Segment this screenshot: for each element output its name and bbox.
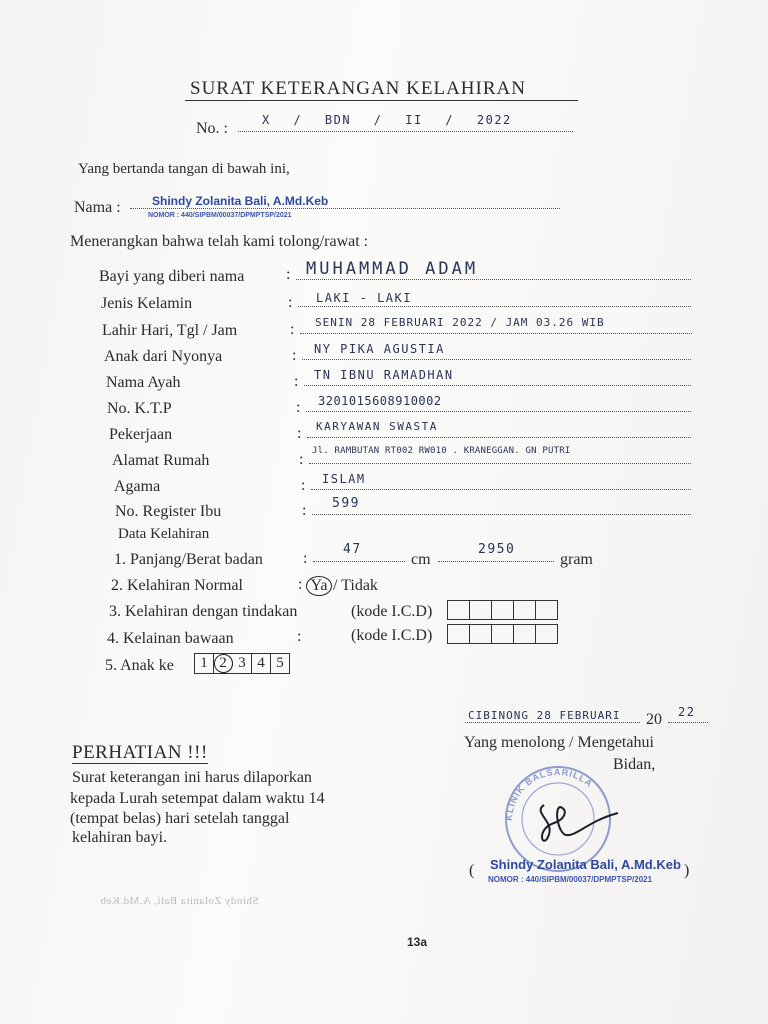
kode-icd-label: (kode I.C.D) (351, 603, 433, 620)
perhatian-line: Surat keterangan ini harus dilaporkan (72, 769, 312, 786)
field-colon: : (294, 373, 299, 390)
icd-box (514, 601, 536, 619)
svg-text:KLINIK BALSARILLA (504, 767, 595, 821)
nomor-label: No. : (196, 120, 228, 137)
panjang-berat-colon: : (303, 550, 308, 567)
icd-box (536, 601, 557, 619)
nomor-value: X / BDN / II / 2022 (262, 113, 512, 127)
anak-ke-option-4: 4 (252, 654, 271, 673)
perhatian-line: (tempat belas) hari setelah tanggal (70, 810, 290, 827)
anak-ke-option-5: 5 (276, 655, 284, 671)
field-colon: : (290, 321, 295, 338)
penolong-line1: Yang menolong / Mengetahui (464, 734, 654, 751)
anak-ke-label: 5. Anak ke (105, 657, 174, 674)
place-dotted-line (465, 722, 640, 723)
year-dotted-line (668, 722, 708, 723)
field-dotted-line (309, 463, 691, 464)
anak-ke-option-3: 3 (233, 654, 252, 673)
icd-box (470, 625, 492, 643)
field-dotted-line (298, 306, 691, 307)
kelainan-bawaan-colon: : (297, 628, 302, 645)
field-label-pekerjaan: Pekerjaan (109, 426, 173, 443)
field-colon: : (299, 451, 304, 468)
field-dotted-line (302, 359, 691, 360)
perhatian-heading-text: PERHATIAN !!! (72, 742, 208, 763)
sign-close-paren: ) (684, 862, 690, 879)
field-dotted-line (300, 333, 692, 334)
field-label-register: No. Register Ibu (115, 503, 222, 520)
field-colon: : (286, 266, 291, 283)
field-value-ayah: TN IBNU RAMADHAN (314, 368, 454, 382)
bleed-through-text: Shindy Zolanita Bali, A.Md.Keb (100, 895, 259, 907)
field-colon: : (301, 477, 306, 494)
nama-stamp-name: Shindy Zolanita Bali, A.Md.Keb (152, 194, 329, 208)
intro-text: Yang bertanda tangan di bawah ini, (78, 161, 290, 177)
icd-code-boxes (447, 624, 558, 644)
field-label-bayi: Bayi yang diberi nama (99, 268, 245, 285)
kelahiran-tindakan-label: 3. Kelahiran dengan tindakan (109, 603, 298, 620)
icd-box (514, 625, 536, 643)
perhatian-line: kelahiran bayi. (72, 829, 168, 846)
field-value-bayi: MUHAMMAD ADAM (306, 259, 479, 279)
menerangkan-text: Menerangkan bahwa telah kami tolong/rawat : (70, 233, 369, 250)
field-colon: : (288, 294, 293, 311)
data-kelahiran-heading: Data Kelahiran (118, 526, 210, 542)
icd-code-boxes (447, 600, 558, 620)
kelainan-bawaan-label: 4. Kelainan bawaan (107, 630, 234, 647)
field-label-ktp: No. K.T.P (107, 400, 172, 417)
icd-box (492, 625, 514, 643)
anak-ke-option-2-circled: 2 (214, 654, 233, 673)
sign-stamp-name: Shindy Zolanita Bali, A.Md.Keb (490, 857, 681, 872)
field-label-ayah: Nama Ayah (106, 374, 181, 391)
field-value-ktp: 3201015608910002 (318, 394, 442, 408)
field-colon: : (297, 425, 302, 442)
stamp-round-text: KLINIK BALSARILLA (503, 766, 595, 822)
kelahiran-normal-colon: : (298, 576, 303, 593)
kode-icd-label: (kode I.C.D) (351, 627, 433, 644)
gram-unit: gram (560, 551, 593, 568)
field-dotted-line (304, 385, 691, 386)
year-suffix: 22 (678, 705, 696, 719)
panjang-dotted-line (313, 561, 405, 562)
ya-option-circled: Ya (306, 576, 332, 596)
field-label-jenis-kelamin: Jenis Kelamin (101, 295, 193, 312)
field-value-nyonya: NY PIKA AGUSTIA (314, 342, 445, 356)
nomor-dotted-line (238, 131, 573, 132)
field-label-lahir: Lahir Hari, Tgl / Jam (102, 322, 238, 339)
field-dotted-line (306, 411, 691, 412)
anak-ke-option-1: 1 (195, 654, 214, 673)
panjang-value: 47 (343, 542, 362, 557)
page-number: 13a (407, 935, 428, 949)
document-title: SURAT KETERANGAN KELAHIRAN (190, 78, 526, 99)
field-value-agama: ISLAM (322, 472, 366, 486)
field-value-alamat: Jl. RAMBUTAN RT002 RW010 . KRANEGGAN. GN PUTRI (312, 446, 571, 456)
field-colon: : (302, 502, 307, 519)
berat-value: 2950 (478, 542, 516, 557)
perhatian-line: kepada Lurah setempat dalam waktu 14 (70, 790, 325, 807)
title-underline (185, 100, 578, 101)
field-value-pekerjaan: KARYAWAN SWASTA (316, 420, 438, 433)
anak-ke-options (194, 653, 290, 674)
icd-box (448, 601, 470, 619)
field-value-lahir: SENIN 28 FEBRUARI 2022 / JAM 03.26 WIB (315, 316, 605, 329)
sign-open-paren: ( (469, 862, 475, 879)
nama-dotted-line (130, 208, 560, 209)
panjang-berat-label: 1. Panjang/Berat badan (114, 551, 263, 568)
field-dotted-line (307, 437, 691, 438)
berat-dotted-line (438, 561, 554, 562)
nama-stamp-nomor: NOMOR : 440/SIPBM/00037/DPMPTSP/2021 (148, 212, 292, 219)
field-dotted-line (311, 489, 691, 490)
tidak-option: / Tidak (333, 577, 378, 594)
cm-unit: cm (411, 551, 431, 568)
field-value-jenis-kelamin: LAKI - LAKI (316, 291, 412, 305)
field-label-nyonya: Anak dari Nyonya (104, 348, 223, 365)
perhatian-heading (72, 742, 208, 764)
field-dotted-line (312, 514, 691, 515)
kelahiran-normal-label: 2. Kelahiran Normal (111, 577, 243, 594)
year-prefix: 20 (646, 711, 662, 728)
field-value-register: 599 (332, 496, 360, 511)
nama-label: Nama : (74, 199, 121, 216)
icd-box (470, 601, 492, 619)
field-colon: : (292, 347, 297, 364)
field-label-alamat: Alamat Rumah (112, 452, 210, 469)
icd-box (536, 625, 557, 643)
field-colon: : (296, 399, 301, 416)
icd-box (492, 601, 514, 619)
place-date-handwritten: CIBINONG 28 FEBRUARI (468, 709, 621, 722)
sign-stamp-nomor: NOMOR : 440/SIPBM/00037/DPMPTSP/2021 (488, 875, 653, 884)
field-dotted-line (296, 279, 691, 280)
icd-box (448, 625, 470, 643)
field-label-agama: Agama (114, 478, 161, 495)
penolong-line2: Bidan, (613, 756, 656, 773)
